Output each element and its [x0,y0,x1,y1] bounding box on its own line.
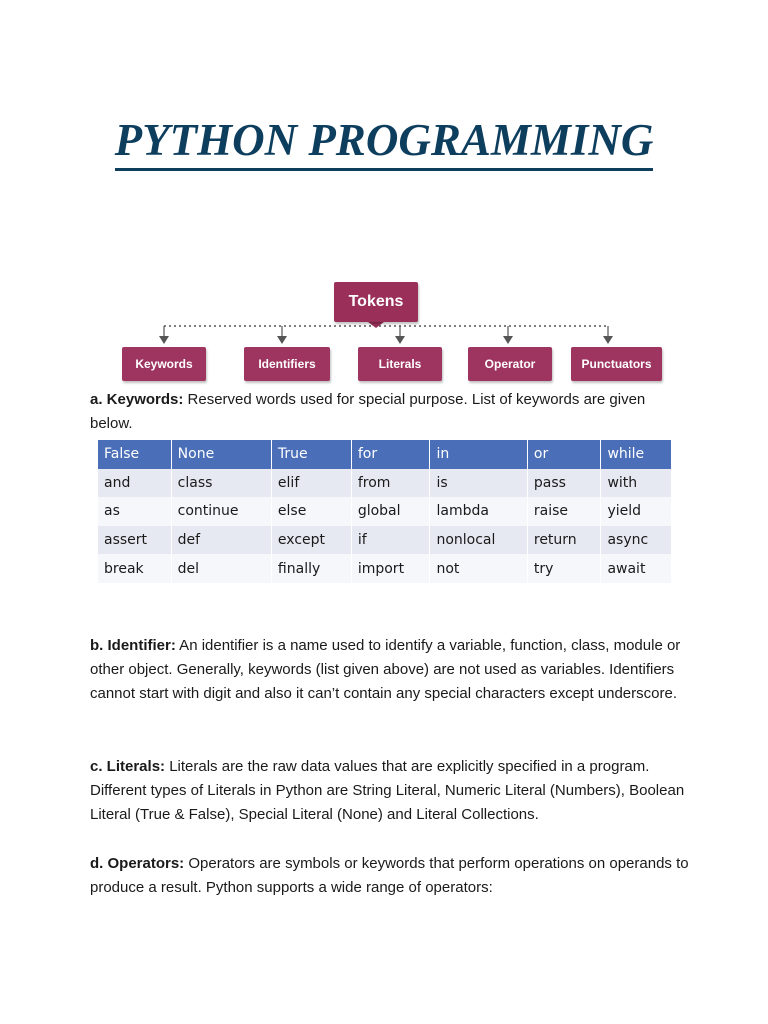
page-title-text: PYTHON PROGRAMMING [115,112,654,171]
table-cell: continue [171,497,271,526]
table-row [98,554,672,583]
table-header-cell: for [351,440,430,469]
token-box-label: Operator [484,357,536,371]
token-root-box [334,282,418,322]
identifier-heading: b. Identifier: [90,637,176,654]
table-row [98,469,672,498]
table-header-cell: False [98,440,171,469]
table-cell: with [601,469,672,498]
table-header-row [98,440,672,469]
table-cell: global [351,497,430,526]
keywords-heading: a. Keywords: [90,391,184,408]
token-box-keywords [122,347,206,381]
token-box-punctuators [571,347,662,381]
literals-text: Literals are the raw data values that are explicitly specified in a program. Different types of Literals in Python are String Literal, Numeric Literal (Numbers), Boolean Literal (True & False), Special Literal (None) and Literal Collections. [90,758,685,823]
table-cell: await [601,554,672,583]
table-cell: break [98,554,171,583]
table-cell: del [171,554,271,583]
literals-paragraph [90,755,690,827]
literals-heading: c. Literals: [90,758,166,775]
table-header-cell: None [171,440,271,469]
table-cell: and [98,469,171,498]
table-cell: class [171,469,271,498]
table-header-cell: in [430,440,527,469]
operators-text: Operators are symbols or keywords that perform operations on operands to produce a result. Python supports a wide range of operators: [90,855,689,896]
table-cell: async [601,526,672,555]
table-cell: assert [98,526,171,555]
table-cell: raise [527,497,601,526]
table-cell: pass [527,469,601,498]
operators-heading: d. Operators: [90,855,185,872]
token-box-operator [468,347,552,381]
token-box-label: Keywords [135,357,193,371]
table-cell: import [351,554,430,583]
table-cell: except [271,526,351,555]
table-row [98,497,672,526]
token-box-label: Punctuators [581,357,652,371]
operators-paragraph [90,852,690,900]
table-cell: elif [271,469,351,498]
page-title [0,112,768,171]
table-cell: yield [601,497,672,526]
table-cell: else [271,497,351,526]
keywords-paragraph [90,388,690,436]
table-cell: nonlocal [430,526,527,555]
keywords-table [98,440,672,583]
identifier-text: An identifier is a name used to identify a variable, function, class, module or other object. Generally, keywords (list given above) are not used as variables. Identifiers cannot start with digit and also it can’t contain any special characters except underscore. [90,637,681,702]
table-cell: from [351,469,430,498]
table-cell: as [98,497,171,526]
table-cell: finally [271,554,351,583]
table-cell: return [527,526,601,555]
table-cell: def [171,526,271,555]
keywords-text: Reserved words used for special purpose. List of keywords are given below. [90,391,646,432]
token-box-label: Identifiers [258,357,316,371]
table-cell: not [430,554,527,583]
token-box-identifiers [244,347,330,381]
token-box-label: Literals [378,357,422,371]
table-cell: is [430,469,527,498]
table-header-cell: while [601,440,672,469]
token-box-literals [358,347,442,381]
identifier-paragraph [90,634,690,706]
table-header-cell: True [271,440,351,469]
table-cell: if [351,526,430,555]
table-row [98,526,672,555]
table-header-cell: or [527,440,601,469]
token-root-label: Tokens [348,293,404,310]
table-cell: lambda [430,497,527,526]
tokens-diagram [118,280,678,388]
table-cell: try [527,554,601,583]
